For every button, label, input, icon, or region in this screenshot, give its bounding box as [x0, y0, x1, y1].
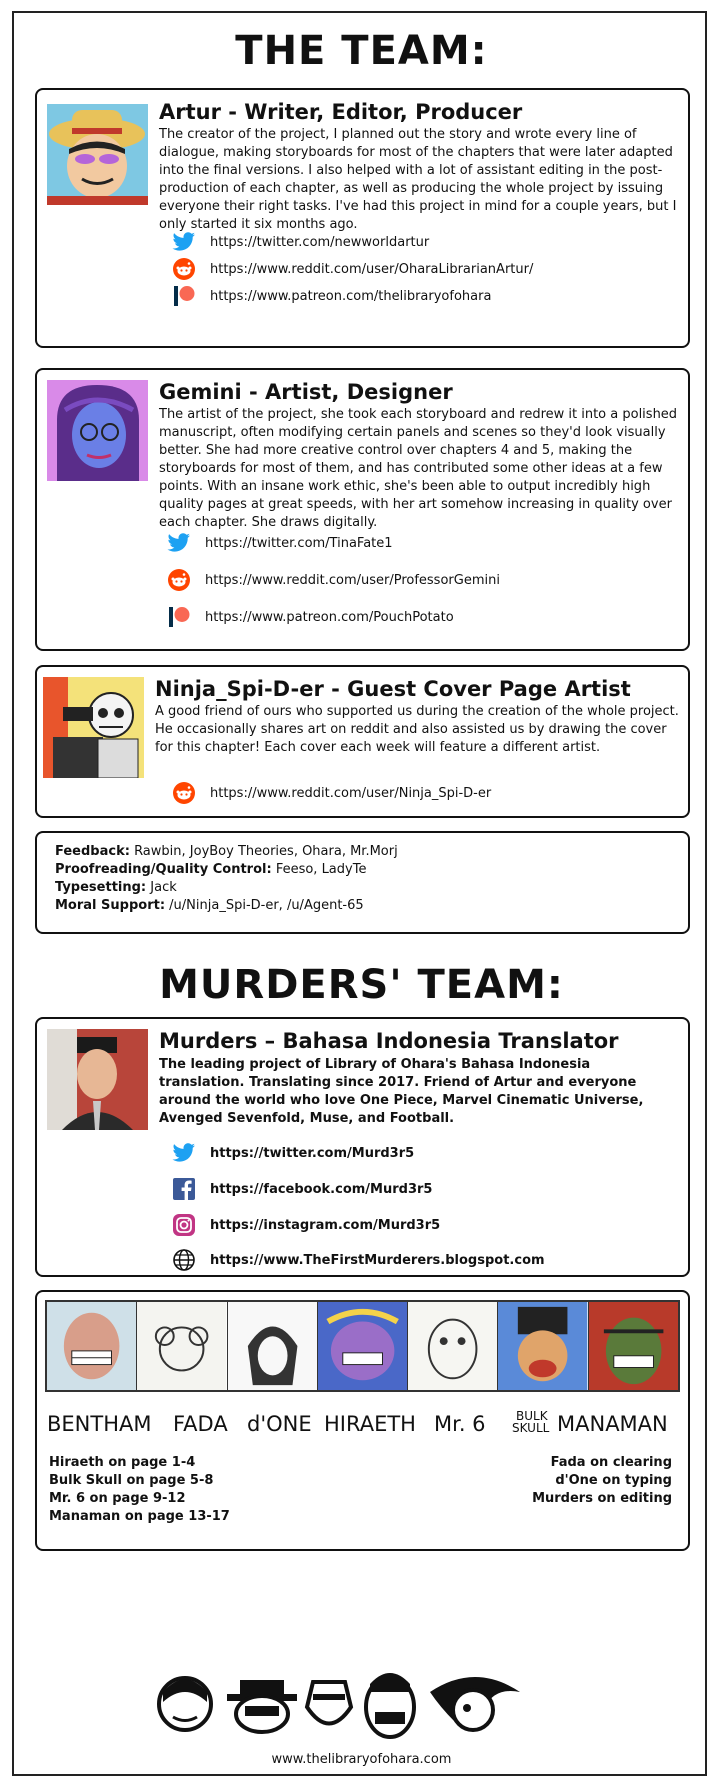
link-text[interactable]: https://instagram.com/Murd3r5	[210, 1217, 441, 1233]
link-text[interactable]: https://facebook.com/Murd3r5	[210, 1181, 433, 1197]
murders-heading: MURDERS' TEAM:	[159, 962, 564, 1008]
patreon-icon	[167, 605, 191, 629]
character-brook-icon	[430, 1677, 520, 1730]
patreon-link[interactable]	[167, 605, 454, 629]
credit-label: Feedback:	[55, 844, 130, 859]
translators-portrait-strip	[45, 1300, 680, 1392]
portrait-fada	[137, 1302, 227, 1390]
reddit-link[interactable]	[172, 781, 491, 805]
instagram-link[interactable]	[172, 1213, 440, 1237]
member-description: A good friend of ours who supported us during the creation of the whole project. He occasionally shares art on reddit and also assisted us by drawing the cover for this chapter! Each cover each week will feature a different artist.	[155, 704, 679, 755]
credits-list	[55, 843, 398, 915]
patreon-link[interactable]	[172, 284, 491, 308]
member-description: The creator of the project, I planned out the story and wrote every line of dialogue, making storyboards for most of the chapters that were later adapted into the final versions. I also helped with a lot of assistant editing in the post-production of each chapter, as well as producing the whole project by issuing everyone their right tasks. I've had this project in mind for a couple years, but I only started it six months ago.	[159, 127, 677, 232]
murders-card	[35, 1017, 690, 1277]
portrait-bentham	[47, 1302, 137, 1390]
link-text[interactable]: https://www.reddit.com/user/OharaLibrarianArtur/	[210, 261, 534, 277]
translator-name: BULK	[516, 1409, 548, 1423]
link-text[interactable]: https://www.TheFirstMurderers.blogspot.com	[210, 1252, 545, 1268]
assignment-line: Bulk Skull on page 5-8	[49, 1473, 214, 1488]
link-text[interactable]: https://www.reddit.com/user/ProfessorGemini	[205, 572, 500, 588]
credit-label: Proofreading/Quality Control:	[55, 862, 272, 877]
twitter-icon	[172, 230, 196, 254]
credit-value: Jack	[150, 880, 177, 895]
assignment-line: d'One on typing	[555, 1473, 672, 1488]
assignment-line: Murders on editing	[532, 1491, 672, 1506]
credit-label: Typesetting:	[55, 880, 147, 895]
translator-name: FADA	[173, 1412, 228, 1436]
reddit-link[interactable]	[172, 257, 533, 281]
link-text[interactable]: https://www.reddit.com/user/Ninja_Spi-D-er	[210, 785, 492, 801]
translator-name: Mr. 6	[434, 1412, 486, 1436]
credit-label: Moral Support:	[55, 898, 166, 913]
member-card-gemini	[35, 368, 690, 651]
facebook-icon	[172, 1177, 196, 1201]
translator-name: d'ONE	[247, 1412, 312, 1436]
credit-proofreading	[55, 861, 398, 879]
link-text[interactable]: https://www.patreon.com/PouchPotato	[205, 609, 454, 625]
member-card-artur	[35, 88, 690, 348]
credit-typesetting	[55, 879, 398, 897]
portrait-manaman	[589, 1302, 678, 1390]
team-heading: THE TEAM:	[235, 28, 488, 74]
reddit-icon	[172, 257, 196, 281]
translator-name: SKULL	[512, 1421, 550, 1435]
member-description: The artist of the project, she took each storyboard and redrew it into a polished manuscript, often modifying certain panels and scenes so they'd look visually better. She had more creative control over chapters 4 and 5, making the storyboards for most of them, and has contributed some other ideas at a few points. With an insane work ethic, she's been able to output incredibly high quality pages at great speeds, with her art somehow increasing in quality over each chapter. She draws digitally.	[159, 407, 678, 530]
member-title: Gemini - Artist, Designer	[159, 380, 453, 404]
instagram-icon	[172, 1213, 196, 1237]
link-text[interactable]: https://twitter.com/newworldartur	[210, 234, 430, 250]
twitter-link[interactable]	[167, 531, 393, 555]
portrait-done	[228, 1302, 318, 1390]
translator-name: HIRAETH	[324, 1412, 416, 1436]
credits-card	[35, 831, 690, 934]
character-sanji-icon	[159, 1678, 211, 1730]
member-title: Artur - Writer, Editor, Producer	[159, 100, 523, 124]
member-title: Ninja_Spi-D-er - Guest Cover Page Artist	[155, 677, 631, 701]
credit-value: Feeso, LadyTe	[275, 862, 367, 877]
translators-card	[35, 1290, 690, 1551]
translator-name: BENTHAM	[47, 1412, 152, 1436]
assignment-line: Fada on clearing	[550, 1455, 672, 1470]
avatar	[47, 380, 148, 481]
avatar	[47, 1029, 148, 1130]
translator-name: MANAMAN	[557, 1412, 668, 1436]
assignment-line: Manaman on page 13-17	[49, 1509, 230, 1524]
member-description: The leading project of Library of Ohara's Bahasa Indonesia translation. Translating since 2017. Friend of Artur and everyone around the world who love One Piece, Marvel Cinematic Universe, Avenged Sevenfold, Muse, and Football.	[159, 1057, 644, 1126]
avatar	[43, 677, 144, 778]
footer-character-icons	[155, 1662, 555, 1742]
globe-icon	[172, 1248, 196, 1272]
reddit-link[interactable]	[167, 568, 500, 592]
link-text[interactable]: https://twitter.com/TinaFate1	[205, 535, 393, 551]
twitter-link[interactable]	[172, 1141, 414, 1165]
credit-value: /u/Ninja_Spi-D-er, /u/Agent-65	[169, 898, 364, 913]
portrait-mr6	[408, 1302, 498, 1390]
assignment-line: Mr. 6 on page 9-12	[49, 1491, 186, 1506]
reddit-icon	[172, 781, 196, 805]
twitter-icon	[172, 1141, 196, 1165]
avatar	[47, 104, 148, 205]
portrait-hiraeth	[318, 1302, 408, 1390]
globe-link[interactable]	[172, 1248, 545, 1272]
member-card-ninja	[35, 665, 690, 818]
credit-feedback	[55, 843, 398, 861]
character-franky-icon	[366, 1673, 414, 1737]
page-assignments	[49, 1454, 230, 1526]
link-text[interactable]: https://twitter.com/Murd3r5	[210, 1145, 415, 1161]
assignment-line: Hiraeth on page 1-4	[49, 1455, 196, 1470]
member-title: Murders – Bahasa Indonesia Translator	[159, 1029, 619, 1053]
credit-value: Rawbin, JoyBoy Theories, Ohara, Mr.Morj	[134, 844, 398, 859]
translator-names	[47, 1409, 677, 1442]
twitter-icon	[167, 531, 191, 555]
character-usopp-icon	[227, 1680, 297, 1732]
portrait-bulk-skull	[498, 1302, 588, 1390]
footer-url[interactable]: www.thelibraryofohara.com	[271, 1752, 452, 1767]
link-text[interactable]: https://www.patreon.com/thelibraryofohara	[210, 288, 492, 304]
credit-support	[55, 897, 398, 915]
twitter-link[interactable]	[172, 230, 429, 254]
facebook-link[interactable]	[172, 1177, 432, 1201]
patreon-icon	[172, 284, 196, 308]
role-assignments	[532, 1454, 672, 1508]
reddit-icon	[167, 568, 191, 592]
character-masked-icon	[307, 1682, 351, 1724]
